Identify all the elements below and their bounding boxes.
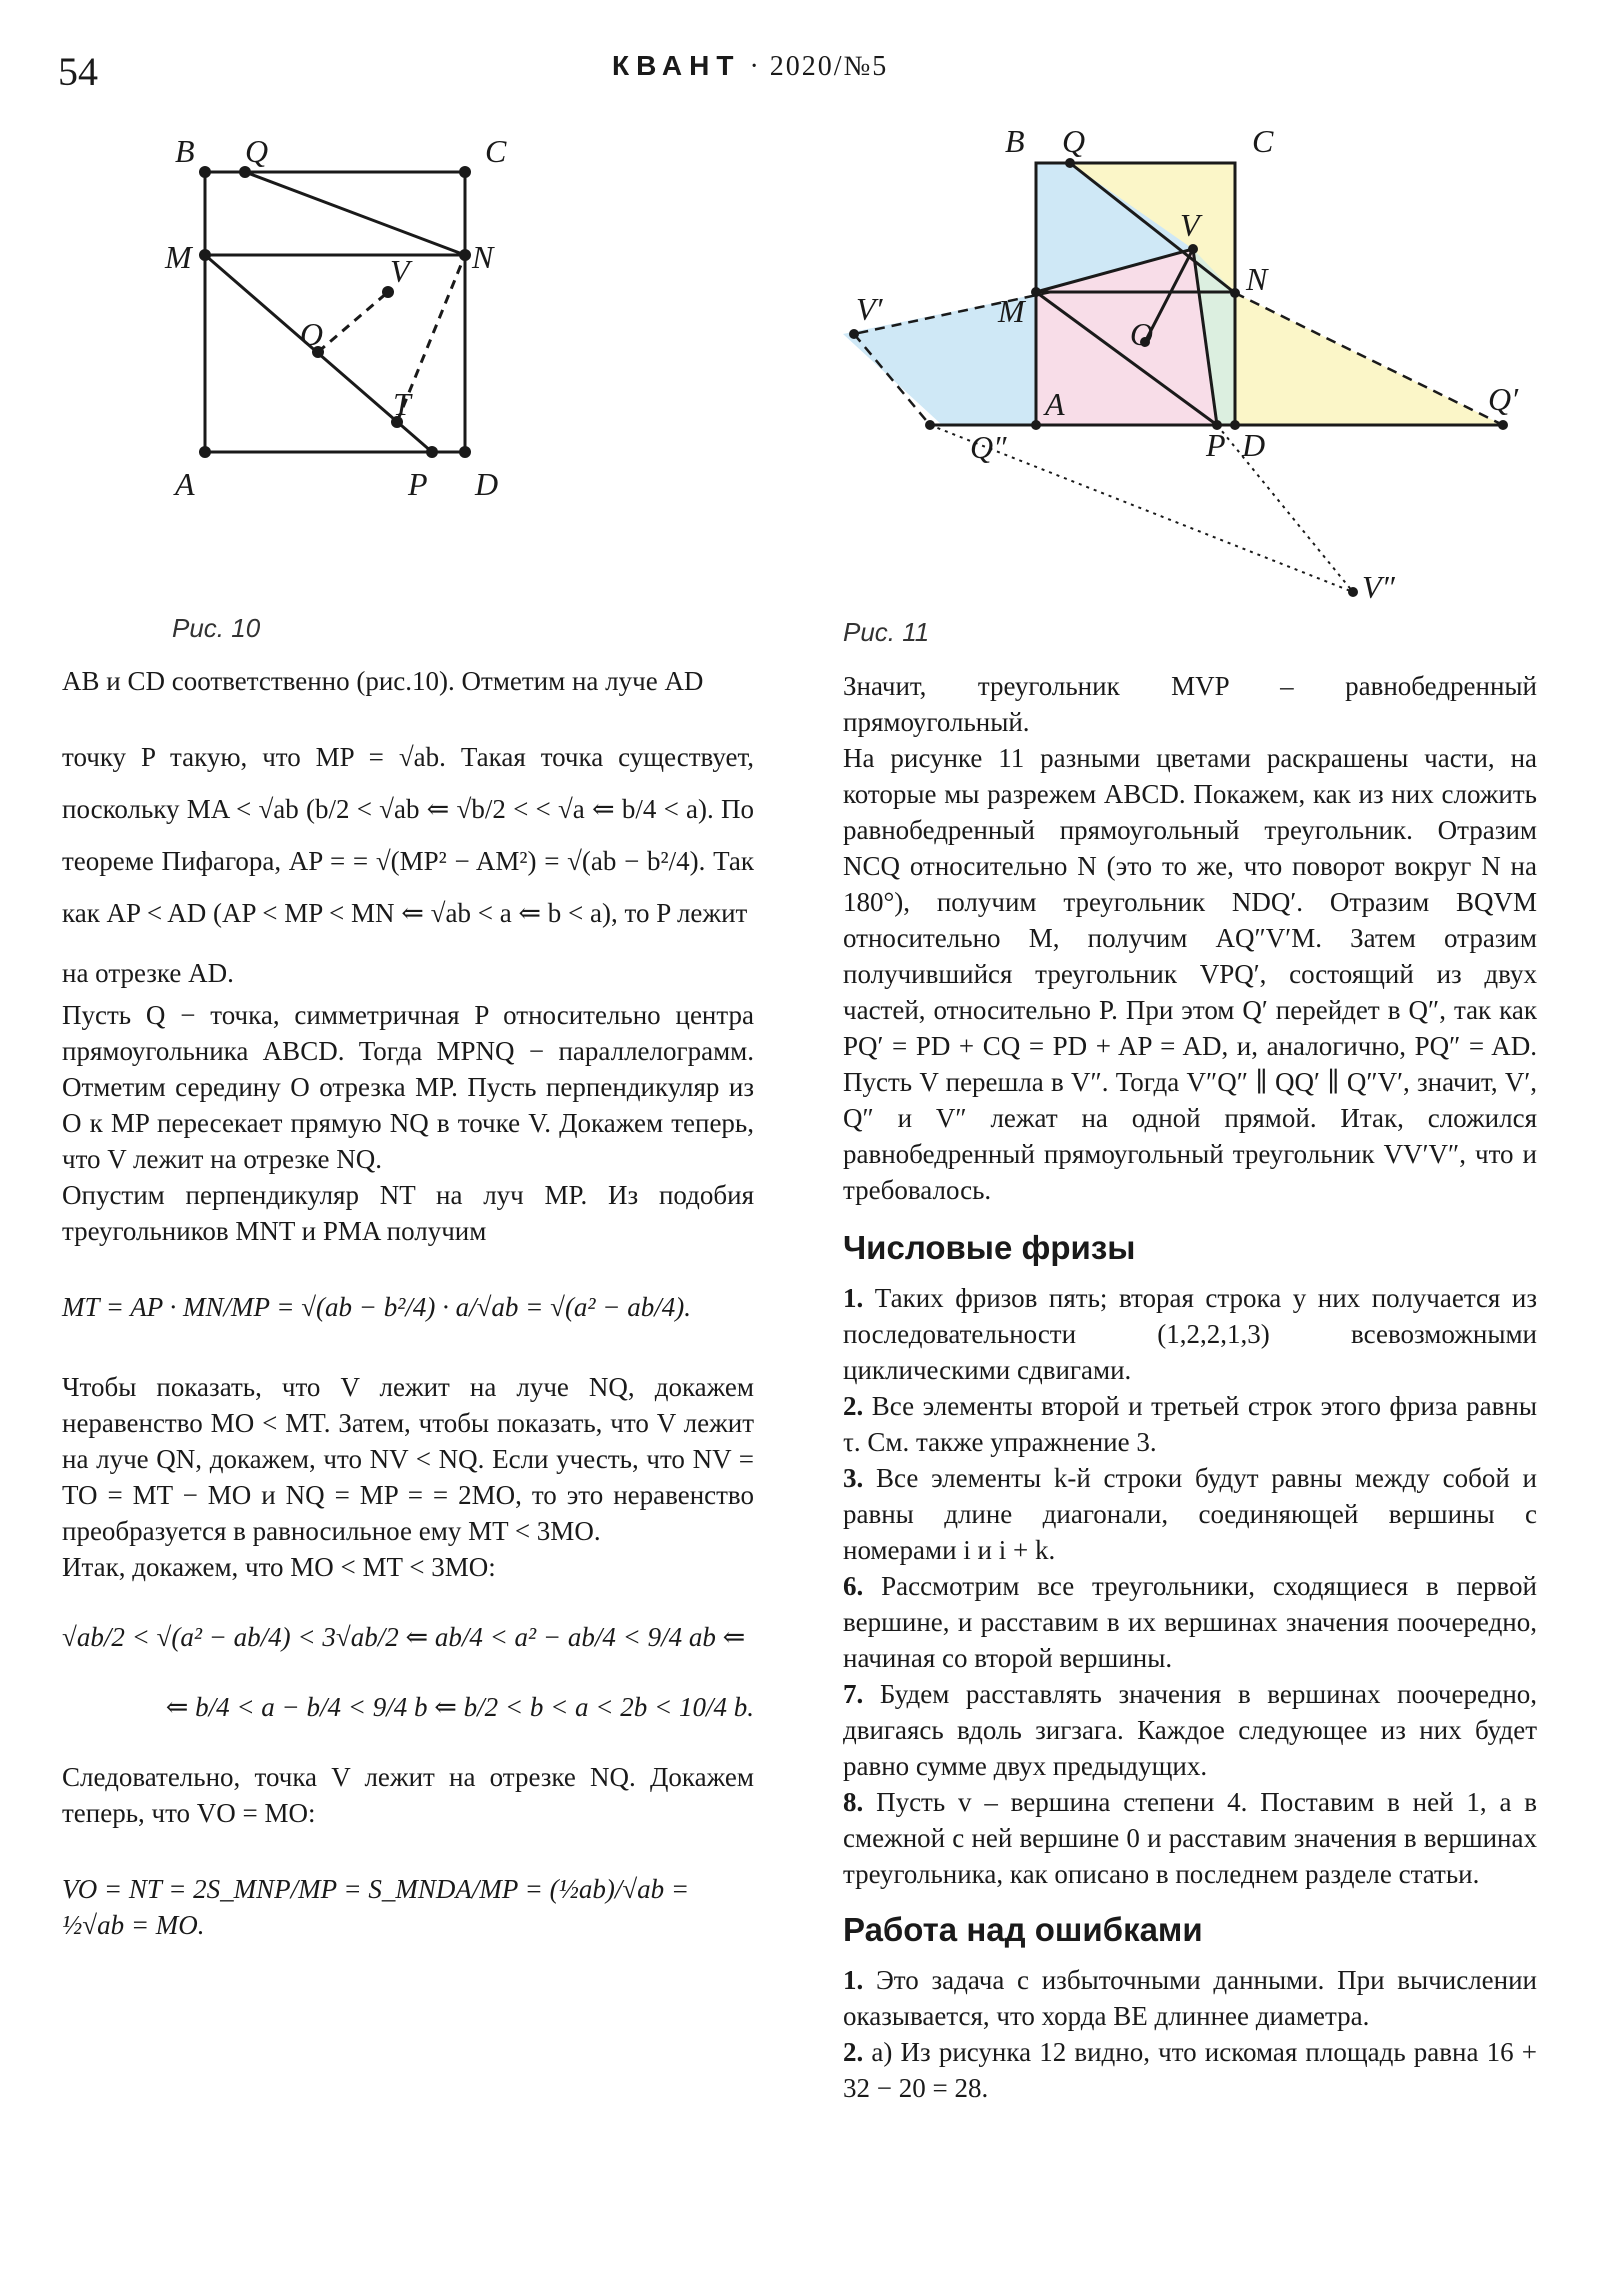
left-paragraph-3: на отрезке AD. [62, 958, 234, 988]
solution-1-number: 1. [843, 1283, 864, 1313]
figure-10 [140, 120, 660, 610]
solution-6 [843, 1568, 1537, 1676]
fig11-label-o: O [1130, 316, 1154, 352]
solution-3-number: 3. [843, 1463, 864, 1493]
fig10-label-a: A [175, 466, 195, 502]
fig10-label-o: O [300, 316, 324, 352]
fig11-label-d: D [1242, 427, 1266, 463]
solution-2-text: Все элементы второй и третьей строк этого фриза равны τ. См. также упражнение 3. [843, 1391, 1537, 1457]
errata-2 [843, 2034, 1537, 2106]
formula-mt: MT = AP · MN/MP = √(ab − b²/4) · a/√ab = √(a² − ab/4). [62, 1292, 691, 1322]
formula-inequality-1: √ab/2 < √(a² − ab/4) < 3√ab/2 ⇐ ab/4 < a² − ab/4 < 9/4 ab ⇐ [62, 1622, 746, 1652]
fig10-label-q: Q [245, 133, 269, 169]
left-paragraph-6: Чтобы показать, что V лежит на луче NQ, докажем неравенство MO < MT. Затем, чтобы показать, что V лежит на луче QN, докажем, что NV < NQ. Если учесть, что NV = TO = MT − MO и NQ = MP = = 2MO, то это неравенство преобразуется в равносильное ему MT < 3MO. [62, 1372, 754, 1546]
errata-1-text: Это задача с избыточными данными. При вычислении оказывается, что хорда BE длиннее диаметра. [843, 1965, 1537, 2031]
right-paragraph-2: На рисунке 11 разными цветами раскрашены части, на которые мы разрежем ABCD. Покажем, как из них сложить равнобедренный прямоугольный треугольник. Отразим NCQ относительно N (это то же, что поворот вокруг N на 180°), получим треугольник NDQ′. Отразим BQVM относительно M, получим AQ″V′M. Затем отразим получившийся треугольник VPQ′, состоящий из двух частей, относительно P. При этом Q′ перейдет в Q″, так как PQ′ = PD + CQ = PD + AP = AD, и, аналогично, PQ″ = AD. Пусть V перешла в V″. Тогда V″Q″ ∥ QQ′ ∥ Q″V′, значит, V′, Q″ и V″ лежат на одной прямой. Итак, сложился равнобедренный прямоугольный треугольник VV′V″, что и требовалось. [843, 743, 1537, 1205]
fig11-label-n: N [1246, 261, 1268, 297]
fig10-label-p: P [408, 466, 428, 502]
fig11-label-m: M [998, 293, 1025, 329]
errata-1-number: 1. [843, 1965, 864, 1995]
heading-error-work: Работа над ошибками [843, 1911, 1203, 1948]
heading-number-friezes: Числовые фризы [843, 1229, 1136, 1266]
errata-2-number: 2. [843, 2037, 864, 2067]
left-column [62, 663, 754, 1943]
fig11-label-p: P [1206, 427, 1226, 463]
fig11-label-b: B [1005, 123, 1025, 159]
fig10-label-m: M [165, 239, 192, 275]
fig11-label-q2: Q″ [970, 429, 1007, 465]
fig10-label-v: V [390, 253, 410, 289]
fig10-label-b: B [175, 133, 195, 169]
page-number: 54 [58, 49, 98, 94]
fig10-line-ov [318, 292, 388, 352]
solution-8 [843, 1784, 1537, 1892]
right-column [843, 668, 1537, 2106]
solution-8-number: 8. [843, 1787, 864, 1817]
solution-1 [843, 1280, 1537, 1388]
figure-11 [840, 120, 1540, 610]
fig10-label-t: T [393, 386, 411, 422]
fig11-label-v2: V″ [1362, 569, 1395, 605]
fig10-label-c: C [485, 133, 507, 169]
issue-number: · 2020/№5 [749, 51, 889, 82]
left-paragraph-7: Итак, докажем, что MO < MT < 3MO: [62, 1552, 496, 1582]
solution-2-number: 2. [843, 1391, 864, 1421]
fig10-rectangle [205, 172, 465, 452]
journal-name: КВАНТ [612, 50, 741, 81]
solution-7-text: Будем расставлять значения в вершинах поочередно, двигаясь вдоль зигзага. Каждое следующее из них будет равно сумме двух предыдущих. [843, 1679, 1538, 1781]
fig10-label-n: N [472, 239, 494, 275]
solution-7 [843, 1676, 1537, 1784]
fig10-caption: Рис. 10 [172, 613, 261, 643]
journal-header [612, 50, 888, 83]
solution-7-number: 7. [843, 1679, 864, 1709]
formula-inequality-2: ⇐ b/4 < a − b/4 < 9/4 b ⇐ b/2 < b < a < 2b < 10/4 b. [165, 1692, 754, 1722]
fig11-label-q: Q [1062, 123, 1086, 159]
left-paragraph-8: Следовательно, точка V лежит на отрезке NQ. Докажем теперь, что VO = MO: [62, 1762, 754, 1828]
left-paragraph-5: Опустим перпендикуляр NT на луч MP. Из подобия треугольников MNT и PMA получим [62, 1180, 754, 1246]
left-paragraph-4: Пусть Q − точка, симметричная P относительно центра прямоугольника ABCD. Тогда MPNQ − параллелограмм. Отметим середину O отрезка MP. Пусть перпендикуляр из O к MP пересекает прямую NQ в точке V. Докажем теперь, что V лежит на отрезке NQ. [62, 1000, 754, 1174]
fig10-line-qn [245, 172, 465, 255]
fig11-label-a: A [1045, 386, 1065, 422]
fig11-label-v: V [1180, 207, 1200, 243]
errata-1 [843, 1962, 1537, 2034]
right-paragraph-1: Значит, треугольник MVP – равнобедренный прямоугольный. [843, 671, 1537, 737]
solution-3 [843, 1460, 1537, 1568]
formula-vo: VO = NT = 2S_MNP/MP = S_MNDA/MP = (½ab)/√ab = ½√ab = MO. [62, 1874, 690, 1940]
solution-3-text: Все элементы k-й строки будут равны между собой и равны длине диагонали, соединяющей вершины с номерами i и i + k. [843, 1463, 1537, 1565]
solution-1-text: Таких фризов пять; вторая строка у них получается из последовательности (1,2,2,1,3) всевозможными циклическими сдвигами. [843, 1283, 1538, 1385]
fig11-label-q1: Q′ [1488, 381, 1519, 417]
fig11-label-c: C [1252, 123, 1274, 159]
solution-2 [843, 1388, 1537, 1460]
solution-8-text: Пусть v – вершина степени 4. Поставим в ней 1, а в смежной с ней вершине 0 и расставим значения в вершинах треугольника, как описано в последнем разделе статьи. [843, 1787, 1537, 1889]
fig11-caption: Рис. 11 [843, 617, 930, 647]
solution-6-number: 6. [843, 1571, 864, 1601]
solution-6-text: Рассмотрим все треугольники, сходящиеся в первой вершине, и расставим в их вершинах значения поочередно, начиная со второй вершины. [843, 1571, 1537, 1673]
left-paragraph-2: точку P такую, что MP = √ab. Такая точка существует, поскольку MA < √ab (b/2 < √ab ⇐ √b/2 < < √a ⇐ b/4 < a). По теореме Пифагора, AP = = √(MP² − AM²) = √(ab − b²/4). Так как AP < AD (AP < MP < MN ⇐ √ab < a ⇐ b < a), то P лежит [62, 742, 754, 928]
left-paragraph-1: AB и CD соответственно (рис.10). Отметим на луче AD [62, 666, 704, 696]
errata-2-text: а) Из рисунка 12 видно, что искомая площадь равна 16 + 32 − 20 = 28. [843, 2037, 1537, 2103]
fig11-label-v1: V′ [856, 291, 883, 327]
fig10-label-d: D [475, 466, 499, 502]
